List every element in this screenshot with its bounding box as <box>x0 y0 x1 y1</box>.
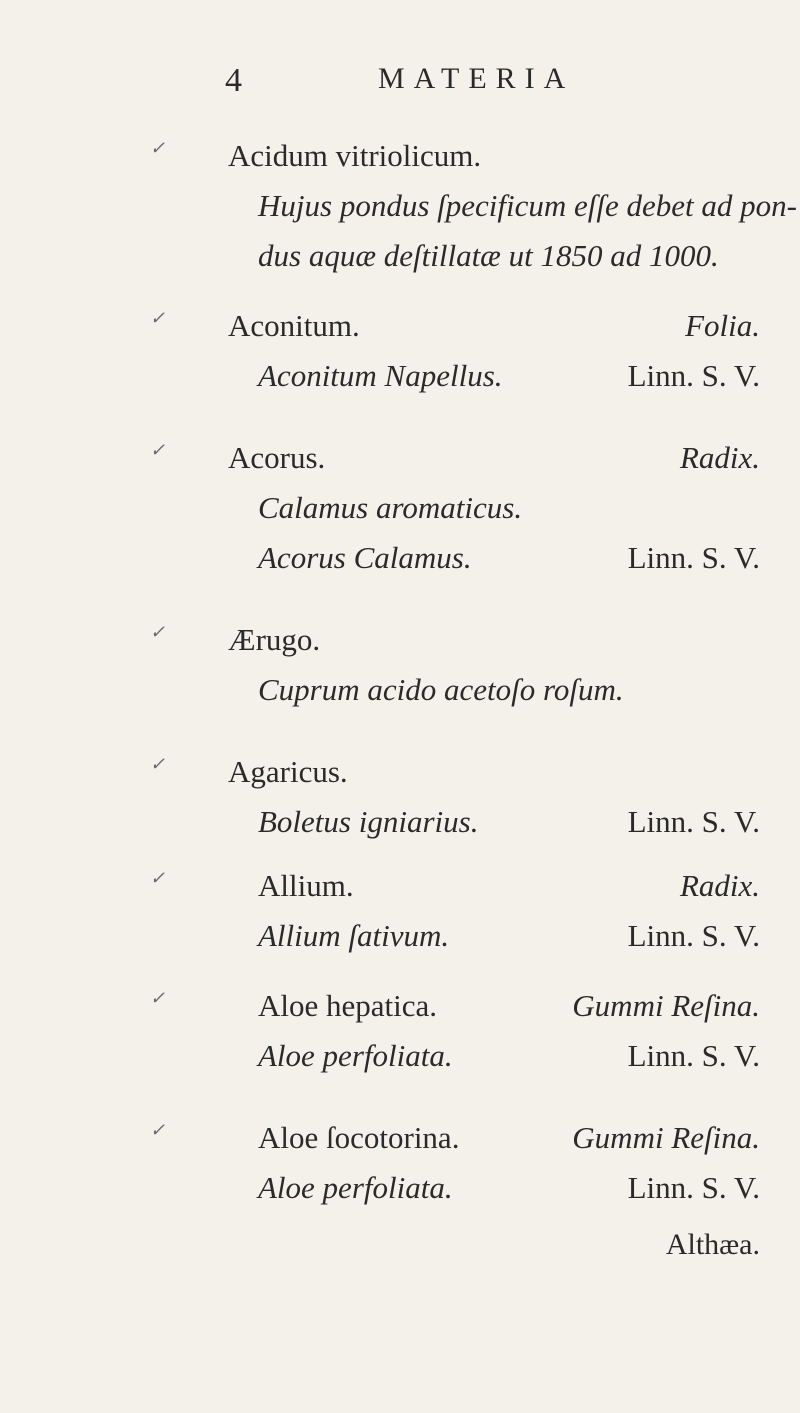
entry-part: Gummi Reſina. <box>572 988 760 1023</box>
margin-tick-mark: ✓ <box>150 440 166 460</box>
entry-source: Linn. S. V. <box>627 918 760 953</box>
entry-source: Linn. S. V. <box>627 358 760 393</box>
entry-synonym: Boletus igniarius. <box>258 804 479 839</box>
entry-name: Aconitum. <box>228 308 360 343</box>
entry-source: Linn. S. V. <box>627 540 760 575</box>
margin-tick-mark: ✓ <box>150 138 166 158</box>
entry-name: Agaricus. <box>228 754 348 789</box>
entry-part: Folia. <box>685 308 760 343</box>
running-title: MATERIA <box>378 62 575 95</box>
catchword: Althæa. <box>665 1228 760 1261</box>
entry-synonym: Cuprum acido acetoſo roſum. <box>258 672 624 707</box>
margin-tick-mark: ✓ <box>150 1120 166 1140</box>
entry-part: Radix. <box>679 440 760 475</box>
entry-name: Ærugo. <box>228 622 321 657</box>
entry-synonym: Allium ſativum. <box>258 918 450 953</box>
margin-tick-mark: ✓ <box>150 988 166 1008</box>
entry-part: Gummi Reſina. <box>572 1120 760 1155</box>
margin-tick-mark: ✓ <box>150 754 166 774</box>
entry-source: Linn. S. V. <box>627 1038 760 1073</box>
entry-name: Aloe ſocotorina. <box>258 1120 460 1155</box>
margin-tick-mark: ✓ <box>150 868 166 888</box>
page-number: 4 <box>225 62 242 99</box>
entry-synonym: Acorus Calamus. <box>258 540 472 575</box>
entry-synonym: Aconitum Napellus. <box>258 358 503 393</box>
entry-name: Acidum vitriolicum. <box>228 138 482 173</box>
margin-tick-mark: ✓ <box>150 308 166 328</box>
entry-part: Radix. <box>679 868 760 903</box>
entry-description-line: dus aquæ deſtillatæ ut 1850 ad 1000. <box>258 238 719 273</box>
entry-name: Acorus. <box>228 440 326 475</box>
entry-description-line: Hujus pondus ſpecificum eſſe debet ad pon- <box>258 188 797 223</box>
entry-source: Linn. S. V. <box>627 1170 760 1205</box>
entry-source: Linn. S. V. <box>627 804 760 839</box>
entry-name: Allium. <box>258 868 354 903</box>
margin-tick-mark: ✓ <box>150 622 166 642</box>
entry-name: Aloe hepatica. <box>258 988 438 1023</box>
entry-synonym: Aloe perfoliata. <box>258 1038 453 1073</box>
entry-synonym: Aloe perfoliata. <box>258 1170 453 1205</box>
entry-synonym: Calamus aromaticus. <box>258 490 523 525</box>
